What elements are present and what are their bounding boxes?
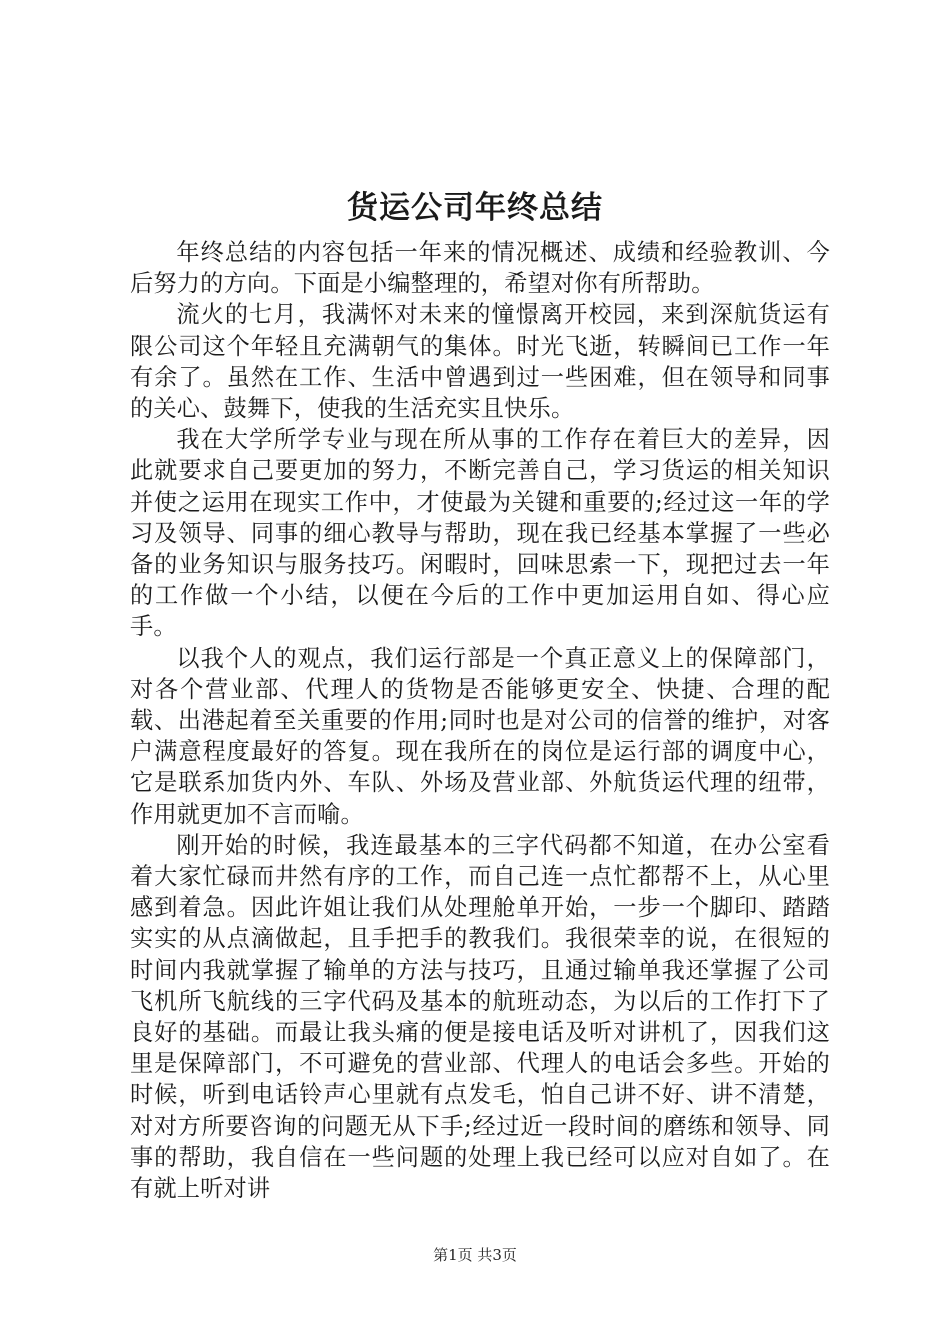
- paragraph: 流火的七月，我满怀对未来的憧憬离开校园，来到深航货运有限公司这个年轻且充满朝气的集体。时光飞逝，转瞬间已工作一年有余了。虽然在工作、生活中曾遇到过一些困难，但在领导和同事的关心、鼓舞下，使我的生活充实且快乐。: [130, 301, 830, 423]
- page-number-footer: 第1页 共3页: [433, 1246, 517, 1264]
- paragraph: 我在大学所学专业与现在所从事的工作存在着巨大的差异，因此就要求自己要更加的努力，不断完善自己，学习货运的相关知识并使之运用在现实工作中，才使最为关键和重要的;经过这一年的学习及领导、同事的细心教导与帮助，现在我已经基本掌握了一些必备的业务知识与服务技巧。闲暇时，回味思索一下，现把过去一年的工作做一个小结，以便在今后的工作中更加运用自如、得心应手。: [130, 426, 830, 641]
- document-body: [130, 237, 830, 1204]
- document-title: 货运公司年终总结: [347, 190, 603, 226]
- paragraph: 年终总结的内容包括一年来的情况概述、成绩和经验教训、今后努力的方向。下面是小编整理的，希望对你有所帮助。: [130, 239, 830, 298]
- paragraph: 以我个人的观点，我们运行部是一个真正意义上的保障部门，对各个营业部、代理人的货物是否能够更安全、快捷、合理的配载、出港起着至关重要的作用;同时也是对公司的信誉的维护，对客户满意程度最好的答复。现在我所在的岗位是运行部的调度中心，它是联系加货内外、车队、外场及营业部、外航货运代理的纽带，作用就更加不言而喻。: [130, 644, 830, 828]
- paragraph: 刚开始的时候，我连最基本的三字代码都不知道，在办公室看着大家忙碌而井然有序的工作，而自己连一点忙都帮不上，从心里感到着急。因此许姐让我们从处理舱单开始，一步一个脚印、踏踏实实的从点滴做起，且手把手的教我们。我很荣幸的说，在很短的时间内我就掌握了输单的方法与技巧，且通过输单我还掌握了公司飞机所飞航线的三字代码及基本的航班动态，为以后的工作打下了良好的基础。而最让我头痛的便是接电话及听对讲机了，因我们这里是保障部门，不可避免的营业部、代理人的电话会多些。开始的时候，听到电话铃声心里就有点发毛，怕自己讲不好、讲不清楚，对对方所要咨询的问题无从下手;经过近一段时间的磨练和领导、同事的帮助，我自信在一些问题的处理上我已经可以应对自如了。在有就上听对讲: [130, 831, 830, 1203]
